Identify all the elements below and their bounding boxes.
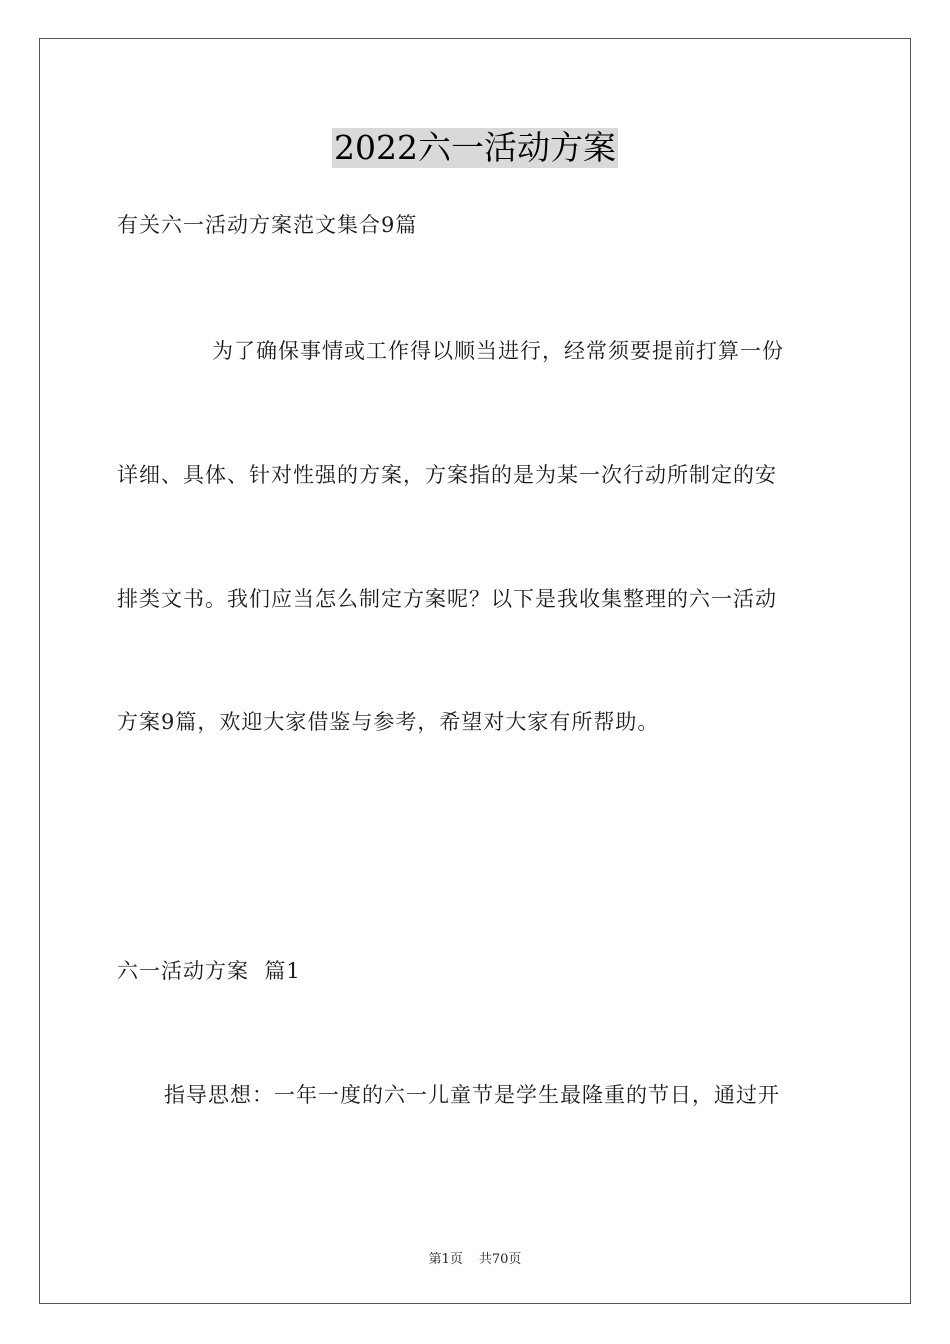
document-title [0,128,950,168]
section-paragraph-line: 指导思想：一年一度的六一儿童节是学生最隆重的节日，通过开 [164,1083,780,1107]
intro-paragraph-line: 为了确保事情或工作得以顺当进行，经常须要提前打算一份 [212,339,784,363]
document-title-text: 2022六一活动方案 [334,128,616,167]
page-number: 第1页 [428,1252,463,1267]
intro-paragraph-line: 详细、具体、针对性强的方案，方案指的是为某一次行动所制定的安 [117,463,777,487]
section-heading: 六一活动方案 篇1 [117,959,301,983]
page-footer [0,1248,950,1267]
document-subtitle: 有关六一活动方案范文集合9篇 [117,213,418,237]
intro-paragraph-line: 方案9篇，欢迎大家借鉴与参考，希望对大家有所帮助。 [117,710,660,734]
intro-paragraph-line: 排类文书。我们应当怎么制定方案呢？以下是我收集整理的六一活动 [117,587,777,611]
page-total: 共70页 [478,1252,522,1267]
